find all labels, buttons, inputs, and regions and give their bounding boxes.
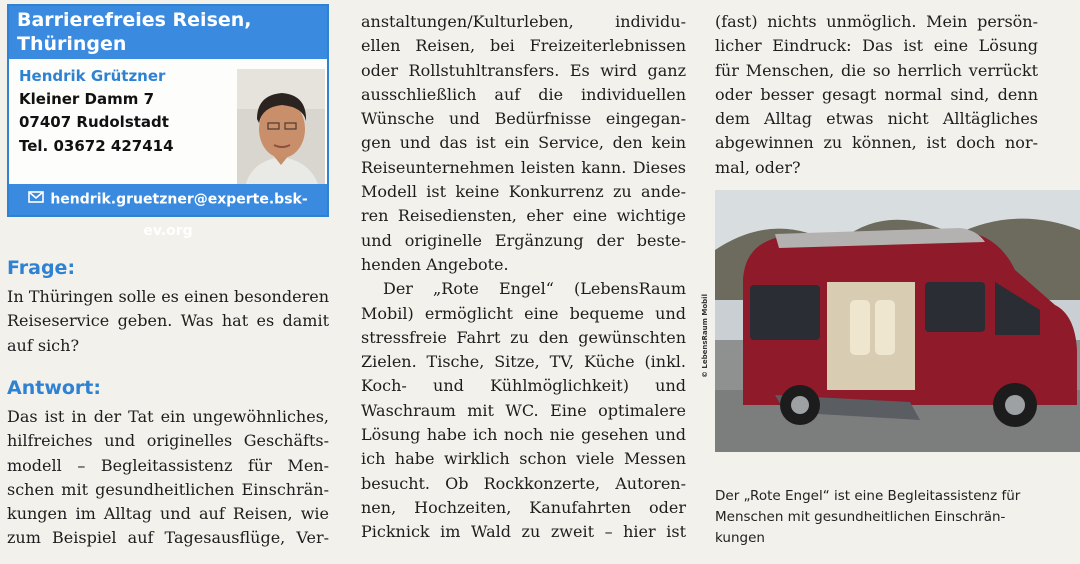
answer-line: und originelle Ergänzung der beste-: [361, 230, 686, 250]
answer-line: für Menschen, die so herrlich verrückt: [715, 60, 1038, 80]
contact-street: Kleiner Damm 7: [19, 90, 155, 108]
answer-line: Das ist in der Tat ein ungewöhnliches,: [7, 407, 329, 426]
contact-name: Hendrik Grützner: [19, 67, 166, 85]
answer-line: (fast) nichts unmöglich. Mein persön-: [715, 12, 1038, 31]
question-line: Reiseservice geben. Was hat es damit: [7, 311, 329, 331]
answer-line: ich habe wirklich schon viele Messen: [361, 449, 686, 469]
answer-line: Modell ist keine Konkurrenz zu ande-: [361, 182, 686, 202]
contact-title: [9, 6, 327, 59]
answer-line: Lösung habe ich noch nie gesehen und: [361, 425, 686, 445]
answer-heading: Antwort:: [7, 377, 101, 399]
answer-line: Koch- und Kühlmöglichkeit) und: [361, 376, 686, 396]
answer-line: Wünsche und Bedürfnisse eingegan-: [361, 109, 686, 129]
answer-line: zum Beispiel auf Tagesausflüge, Ver-: [7, 528, 329, 548]
answer-line: oder Rollstuhltransfers. Es wird ganz: [361, 60, 686, 80]
answer-line: Der „Rote Engel“ (LebensRaum: [383, 279, 686, 299]
contact-box: [7, 4, 329, 239]
contact-email-text[interactable]: hendrik.gruetzner@experte.bsk-ev.org: [50, 191, 308, 239]
answer-line: hilfreiches und originelles Geschäfts-: [7, 431, 329, 451]
answer-line: Picknick im Wald zu zweit – hier ist: [361, 522, 686, 542]
answer-line: besucht. Ob Rockkonzerte, Autoren-: [361, 473, 686, 493]
question-line: auf sich?: [7, 335, 80, 355]
van-photo: [715, 190, 1080, 452]
answer-line: henden Angebote.: [361, 254, 509, 274]
question-text: [7, 285, 329, 358]
mail-icon: [28, 184, 44, 215]
question-line: In Thüringen solle es einen besonderen: [7, 287, 329, 306]
contact-city: 07407 Rudolstadt: [19, 113, 169, 131]
answer-line: stressfreie Fahrt zu den gewünschten: [361, 327, 686, 347]
answer-line: oder besser gesagt normal sind, denn: [715, 84, 1038, 104]
contact-phone: Tel. 03672 427414: [19, 137, 174, 155]
caption-line: kungen: [715, 530, 765, 546]
photo-caption: [715, 486, 1075, 549]
answer-line: Waschraum mit WC. Eine optimalere: [361, 400, 686, 420]
contact-email[interactable]: [9, 184, 327, 239]
answer-line: dem Alltag etwas nicht Alltägliches: [715, 109, 1038, 129]
answer-line: schen mit gesundheitlichen Einschrän-: [7, 479, 329, 499]
answer-column-1: [7, 405, 329, 551]
expert-portrait: [237, 69, 325, 187]
answer-line: gen und das ist ein Service, den kein: [361, 133, 686, 153]
answer-line: ren Reisediensten, eher eine wichtige: [361, 206, 686, 226]
answer-column-2: [361, 10, 686, 545]
answer-line: ellen Reisen, bei Freizeiterlebnissen: [361, 36, 686, 56]
answer-line: abgewinnen zu können, ist doch nor-: [715, 133, 1038, 153]
question-heading: Frage:: [7, 257, 76, 279]
answer-line: modell – Begleitassistenz für Men-: [7, 455, 329, 475]
answer-line: licher Eindruck: Das ist eine Lösung: [715, 36, 1038, 56]
answer-line: kungen im Alltag und auf Reisen, wie: [7, 504, 329, 524]
answer-line: anstaltungen/Kulturleben, individu-: [361, 12, 686, 31]
answer-line: Mobil) ermöglicht eine bequeme und: [361, 303, 686, 323]
contact-title-line1: Barrierefreies Reisen,: [17, 9, 252, 31]
contact-body: [9, 59, 327, 188]
caption-line: Der „Rote Engel“ ist eine Begleitassistenz für: [715, 488, 1021, 504]
answer-line: nen, Hochzeiten, Kanufahrten oder: [361, 497, 686, 517]
caption-line: Menschen mit gesundheitlichen Einschrän-: [715, 509, 1006, 525]
photo-credit: © LebensRaum Mobil: [701, 294, 709, 378]
answer-line: Zielen. Tische, Sitze, TV, Küche (inkl.: [361, 352, 686, 372]
answer-line: Reiseunternehmen leisten kann. Dieses: [361, 157, 686, 177]
contact-title-line2: Thüringen: [17, 33, 127, 55]
answer-column-3: [715, 10, 1038, 180]
answer-line: mal, oder?: [715, 157, 801, 177]
answer-line: ausschließlich auf die individuellen: [361, 84, 686, 104]
